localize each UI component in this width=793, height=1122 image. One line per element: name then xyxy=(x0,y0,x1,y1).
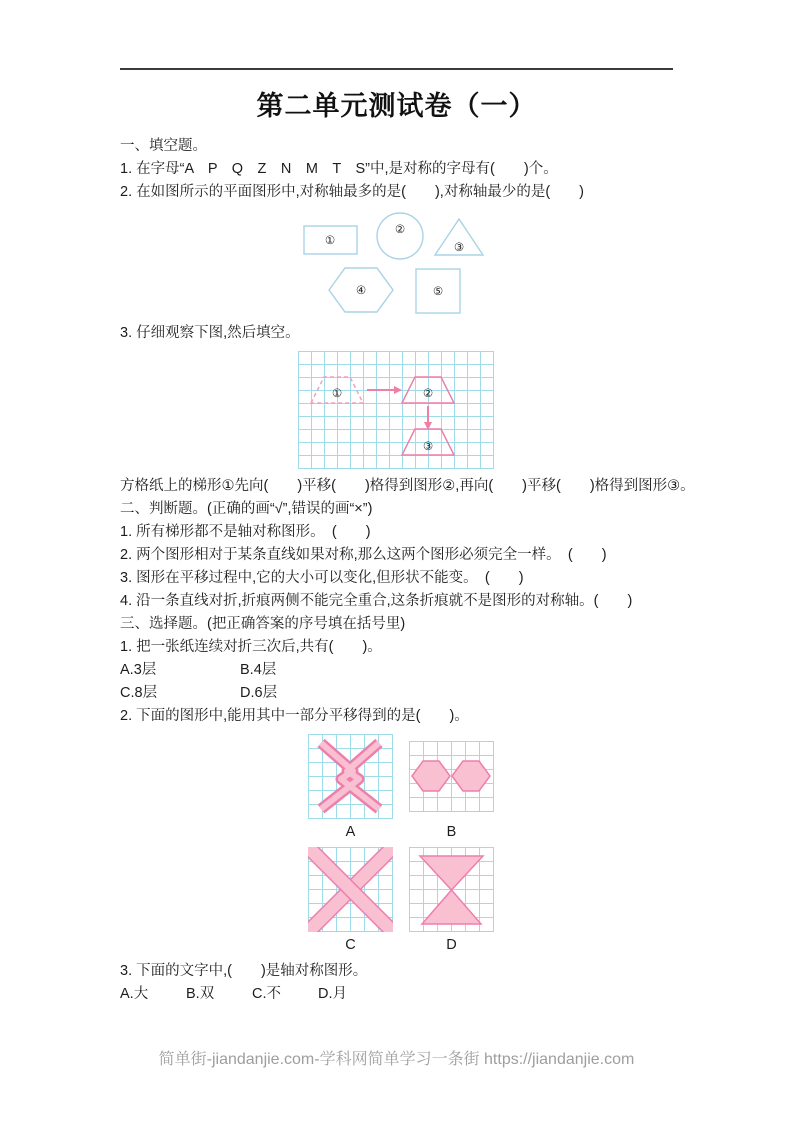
choice-figures-row-1 xyxy=(308,734,673,841)
section2-item-3: 3. 图形在平移过程中,它的大小可以变化,但形状不能变。 ( ) xyxy=(120,570,524,586)
watermark-footer: 简单街-jiandanjie.com-学科网简单学习一条街 https://jiandanjie.com xyxy=(158,1051,635,1068)
section2-heading: 二、判断题。(正确的画“√”,错误的画“×”) xyxy=(120,501,373,517)
grid-label-2: ② xyxy=(422,388,434,400)
section3-q2: 2. 下面的图形中,能用其中一部分平移得到的是( )。 xyxy=(120,708,469,724)
figure-b-shape xyxy=(409,741,494,812)
figure-d xyxy=(409,847,494,954)
shape-label-1: ① xyxy=(324,235,336,247)
shape-label-2: ② xyxy=(394,224,406,236)
figure-d-label: D xyxy=(446,937,457,953)
plane-shapes-figure xyxy=(303,210,563,320)
option-a: A.3层 xyxy=(120,662,157,678)
section3-q1: 1. 把一张纸连续对折三次后,共有( )。 xyxy=(120,639,382,655)
figure-d-shape xyxy=(409,847,494,932)
section3-q1-options-row1 xyxy=(120,659,673,682)
top-rule xyxy=(120,68,673,70)
shape-label-3: ③ xyxy=(453,242,465,254)
figure-a xyxy=(308,734,393,841)
plane-shapes-svg xyxy=(303,210,563,320)
section2-item-2: 2. 两个图形相对于某条直线如果对称,那么这两个图形必须完全一样。 ( ) xyxy=(120,547,607,563)
grid-label-1: ① xyxy=(331,388,343,400)
circle-shape xyxy=(377,213,423,259)
option-a: A.大 xyxy=(120,986,149,1002)
figure-a-label: A xyxy=(345,824,356,840)
figure-c-grid xyxy=(308,847,393,932)
figure-c-label: C xyxy=(345,937,356,953)
right-arrow-icon xyxy=(367,386,402,394)
section1-q1: 1. 在字母“A P Q Z N M T S”中,是对称的字母有( )个。 xyxy=(120,161,558,177)
figure-c-shape xyxy=(308,847,393,932)
down-arrow-icon xyxy=(424,406,432,430)
figure-b xyxy=(409,734,494,841)
shape-label-5: ⑤ xyxy=(432,286,444,298)
section3-q1-options-row2 xyxy=(120,682,673,705)
figure-a-shape xyxy=(308,734,393,819)
section1-q3: 3. 仔细观察下图,然后填空。 xyxy=(120,325,300,341)
translation-grid-overlay xyxy=(298,351,494,469)
translation-grid-figure xyxy=(298,351,494,469)
choice-figures-row-2 xyxy=(308,847,673,954)
figure-d-grid xyxy=(409,847,494,932)
section3-heading: 三、选择题。(把正确答案的序号填在括号里) xyxy=(120,616,406,632)
section2-item-4: 4. 沿一条直线对折,折痕两侧不能完全重合,这条折痕就不是图形的对称轴。( ) xyxy=(120,593,633,609)
section1-heading: 一、填空题。 xyxy=(120,138,207,154)
section2-item-1: 1. 所有梯形都不是轴对称图形。 ( ) xyxy=(120,524,371,540)
option-b: B.4层 xyxy=(240,662,277,678)
shape-label-4: ④ xyxy=(355,285,367,297)
figure-b-grid xyxy=(409,741,494,812)
section1-q3-blank: 方格纸上的梯形①先向( )平移( )格得到图形②,再向( )平移( )格得到图形③。 xyxy=(120,478,695,494)
figure-c xyxy=(308,847,393,954)
section3-q3-options xyxy=(120,983,673,1006)
option-d: D.6层 xyxy=(240,685,278,701)
grid-label-3: ③ xyxy=(422,441,434,453)
option-c: C.8层 xyxy=(120,685,158,701)
section1-q2: 2. 在如图所示的平面图形中,对称轴最多的是( ),对称轴最少的是( ) xyxy=(120,184,584,200)
page-title: 第二单元测试卷（一） xyxy=(256,91,537,121)
option-b: B.双 xyxy=(186,986,215,1002)
option-c: C.不 xyxy=(252,986,281,1002)
option-d: D.月 xyxy=(318,986,347,1002)
figure-a-grid xyxy=(308,734,393,819)
figure-b-label: B xyxy=(446,824,457,840)
section3-q3: 3. 下面的文字中,( )是轴对称图形。 xyxy=(120,963,368,979)
